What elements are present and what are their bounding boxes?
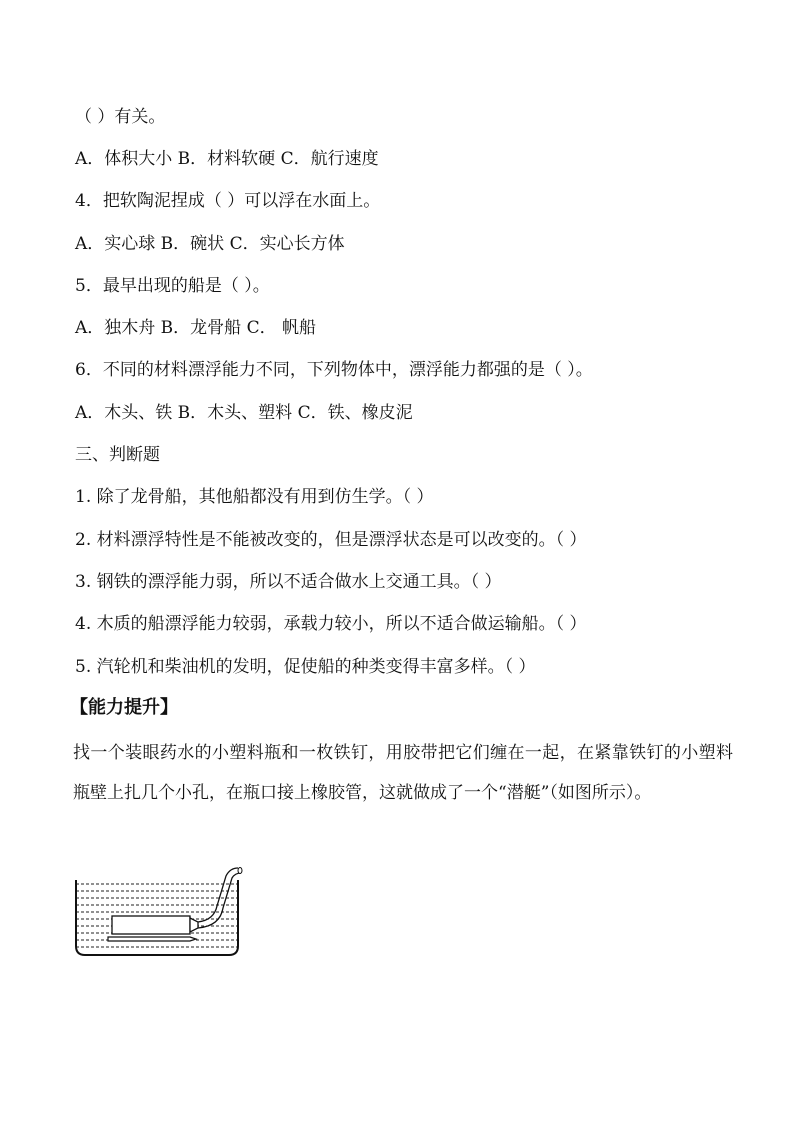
q4-question: 4．把软陶泥捏成（ ）可以浮在水面上。 <box>75 191 381 211</box>
ability-paragraph: 找一个装眼药水的小塑料瓶和一枚铁钉，用胶带把它们缠在一起，在紧靠铁钉的小塑料瓶壁上扎几个小孔，在瓶口接上橡胶管，这就做成了一个“潜艇”（如图所示）。 <box>73 743 733 803</box>
submarine-illustration <box>74 862 249 958</box>
q3-options: A．体积大小 B．材料软硬 C．航行速度 <box>75 149 379 169</box>
q5-options: A．独木舟 B．龙骨船 C． 帆船 <box>75 318 316 338</box>
judgment-item-1: 1. 除了龙骨船，其他船都没有用到仿生学。（ ） <box>75 487 434 507</box>
q5-question: 5．最早出现的船是（ ）。 <box>75 276 270 296</box>
q6-question: 6．不同的材料漂浮能力不同，下列物体中，漂浮能力都强的是（ ）。 <box>75 360 593 380</box>
judgment-item-3: 3. 钢铁的漂浮能力弱，所以不适合做水上交通工具。（ ） <box>75 572 502 592</box>
judgment-item-4: 4. 木质的船漂浮能力较弱，承载力较小，所以不适合做运输船。（ ） <box>75 614 587 634</box>
judgment-item-2: 2. 材料漂浮特性是不能被改变的，但是漂浮状态是可以改变的。（ ） <box>75 530 587 550</box>
q3-tail: （ ）有关。 <box>75 107 166 127</box>
judgment-item-5: 5. 汽轮机和柴油机的发明，促使船的种类变得丰富多样。（ ） <box>75 657 536 677</box>
q4-options: A．实心球 B．碗状 C．实心长方体 <box>75 234 345 254</box>
judgment-section-title: 三、判断题 <box>75 445 160 465</box>
q6-options: A．木头、铁 B．木头、塑料 C．铁、橡皮泥 <box>75 403 413 423</box>
ability-heading: 【能力提升】 <box>70 697 178 718</box>
